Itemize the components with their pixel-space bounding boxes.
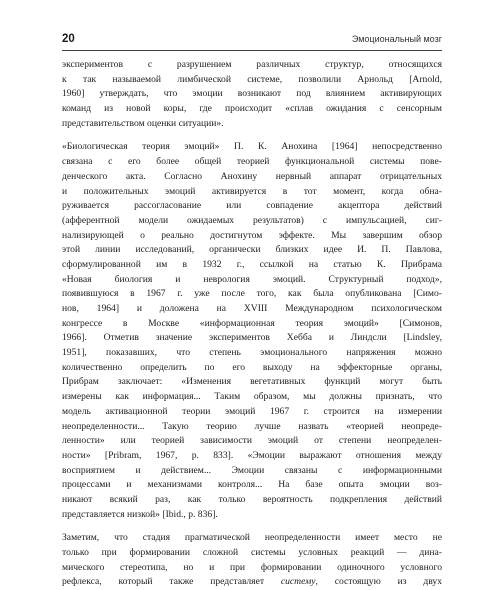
text-line: модель активационной теории эмоций 1967 г. строится на измерении [62,405,442,417]
text-line: восприятием и действием... Эмоции связаны с информационными [62,464,442,476]
text-line-mixed [62,575,442,590]
text-line: ности» [Pribram, 1967, p. 833]. «Эмоции выражают отношения между [62,449,442,461]
text-line: конгрессе в Москве «информационная теория эмоций» [Симонов, [62,317,442,329]
text-line: Заметим, что стадия прагматической неопределенности имеет место не [62,532,442,544]
text-line: 1966]. Отметив значение экспериментов Хебба и Линдсли [Lindsley, [62,332,442,344]
text-line: связана с его более общей теорией функциональной системы пове- [62,156,442,168]
text-line: измерены как информация... Таким образом, мы должны признать, что [62,391,442,403]
text-line: только при формировании сложной системы условных реакций — дина- [62,547,442,558]
text-line: этой линии исследований, органически близких идее И. П. Павлова, [62,244,442,256]
text-line: сформулированной им в 1932 г., ссылкой на статью К. Прибрама [62,258,442,270]
text-line: (афферентной модели ожидаемых результатов) с импульсацией, сиг- [62,214,442,226]
text-line: процессами и механизмами контроля... На базе опыта эмоции воз- [62,479,442,491]
text-line: 1960] утверждать, что эмоции возникают под влиянием активирующих [62,88,442,100]
paragraph-gap [62,522,442,531]
paragraph [62,58,442,131]
text-line: денческого акта. Согласно Анохину нервный аппарат отрицательных [62,170,442,182]
text-line: неопределенности... Такую теорию лучше назвать «теорией неопреде- [62,420,442,432]
text-line: мического стереотипа, но и при формировании одиночного условного [62,561,442,573]
text-line: количественно определить по его выходу на эффекторные органы, [62,361,442,373]
text-line: руживается рассогласование или совпадение акцептора действий [62,200,442,212]
running-title: Эмоциональный мозг [351,34,442,44]
text-line: команд из новой коры, где происходит «сплав ожидания с сенсорным [62,103,442,115]
text-run: рефлекса, который также представляет [62,576,281,588]
text-run: , состоящую из двух [315,576,442,588]
text-line: представительством оценки ситуации». [62,117,224,129]
text-line: и положительных эмоций активируется в тот момент, когда обна- [62,185,442,197]
header-divider [62,50,442,51]
text-line: Прибрам заключает: «Изменения вегетативных функций могут быть [62,376,442,388]
text-line: экспериментов с разрушением различных структур, относящихся [62,59,442,70]
text-line: «Новая биология и неврология эмоций. Структурный подход», [62,273,442,285]
text-line: нов, 1964] и доложена на XVIII Международном психологическом [62,303,442,314]
page-header [62,33,442,47]
text-line: к так называемой лимбической системе, позволили Арнольд [Arnold, [62,73,442,85]
paragraph [62,140,442,522]
text-line: никают всякий раз, как только вероятность подкрепления действий [62,493,442,505]
text-line: «Биологическая теория эмоций» П. К. Анохина [1964] непосредственно [62,141,442,153]
page-number: 20 [62,33,75,45]
text-line: нализирующей о реально достигнутом эффекте. Мы завершим обзор [62,229,442,241]
paragraph-gap [62,131,442,140]
text-line: ленности» или теорией зависимости эмоций от степени неопределен- [62,435,442,447]
emphasized-word: систему [280,576,316,588]
text-line: 1951], показавших, что степень эмоционального напряжения можно [62,347,442,359]
text-line: представляется низкой» [Ibid., p. 836]. [62,508,218,520]
body-text [62,58,442,590]
paragraph [62,531,442,590]
text-line: появившуюся в 1967 г. уже после того, как была опубликована [Симо- [62,288,442,300]
